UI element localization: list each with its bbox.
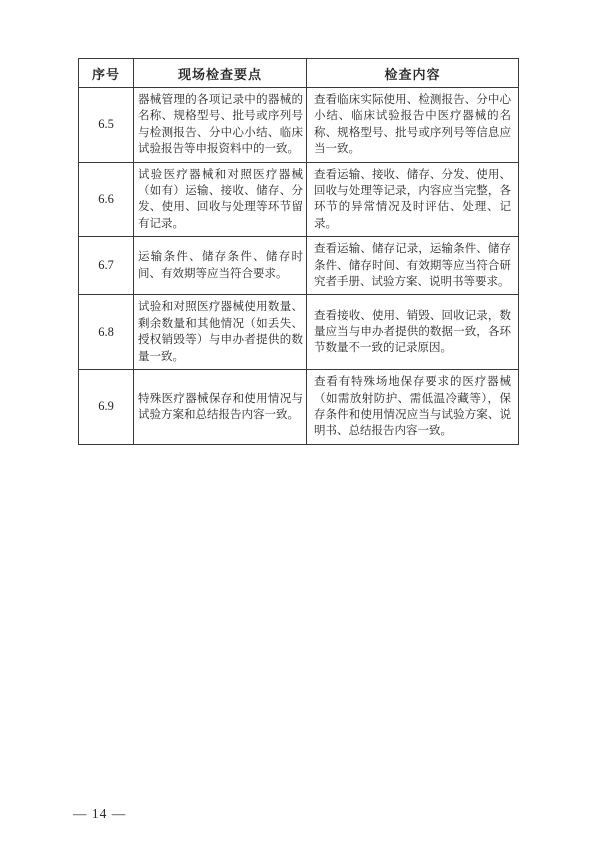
point-cell: 试验医疗器械和对照医疗器械（如有）运输、接收、储存、分发、使用、回收与处理等环节留有记录。 (134, 162, 307, 237)
table-header-row (79, 59, 519, 88)
point-cell: 运输条件、储存条件、储存时间、有效期等应当符合要求。 (134, 237, 307, 295)
row-id-cell: 6.6 (79, 162, 134, 237)
point-cell: 试验和对照医疗器械使用数量、剩余数量和其他情况（如丢失、授权销毁等）与申办者提供的数量一致。 (134, 295, 307, 370)
table-row (79, 370, 519, 445)
table-row (79, 162, 519, 237)
point-cell: 特殊医疗器械保存和使用情况与试验方案和总结报告内容一致。 (134, 370, 307, 445)
table-row (79, 237, 519, 295)
row-id-cell: 6.5 (79, 88, 134, 163)
content-cell: 查看运输、储存记录，运输条件、储存条件、储存时间、有效期等应当符合研究者手册、试验方案、说明书等要求。 (307, 237, 519, 295)
page-number: — 14 — (73, 806, 127, 821)
content-cell: 查看有特殊场地保存要求的医疗器械（如需放射防护、需低温冷藏等），保存条件和使用情况应当与试验方案、说明书、总结报告内容一致。 (307, 370, 519, 445)
header-cell-content: 检查内容 (307, 59, 519, 88)
content-cell: 查看运输、接收、储存、分发、使用、回收与处理等记录，内容应当完整，各环节的异常情况及时评估、处理、记录。 (307, 162, 519, 237)
row-id-cell: 6.8 (79, 295, 134, 370)
point-cell: 器械管理的各项记录中的器械的名称、规格型号、批号或序列号与检测报告、分中心小结、临床试验报告等申报资料中的一致。 (134, 88, 307, 163)
table-row (79, 295, 519, 370)
inspection-table (78, 58, 519, 445)
header-cell-seq: 序号 (79, 59, 134, 88)
content-cell: 查看临床实际使用、检测报告、分中心小结、临床试验报告中医疗器械的名称、规格型号、批号或序列号等信息应当一致。 (307, 88, 519, 163)
row-id-cell: 6.9 (79, 370, 134, 445)
row-id-cell: 6.7 (79, 237, 134, 295)
table-row (79, 88, 519, 163)
header-cell-point: 现场检查要点 (134, 59, 307, 88)
content-cell: 查看接收、使用、销毁、回收记录，数量应当与申办者提供的数据一致，各环节数量不一致的记录原因。 (307, 295, 519, 370)
